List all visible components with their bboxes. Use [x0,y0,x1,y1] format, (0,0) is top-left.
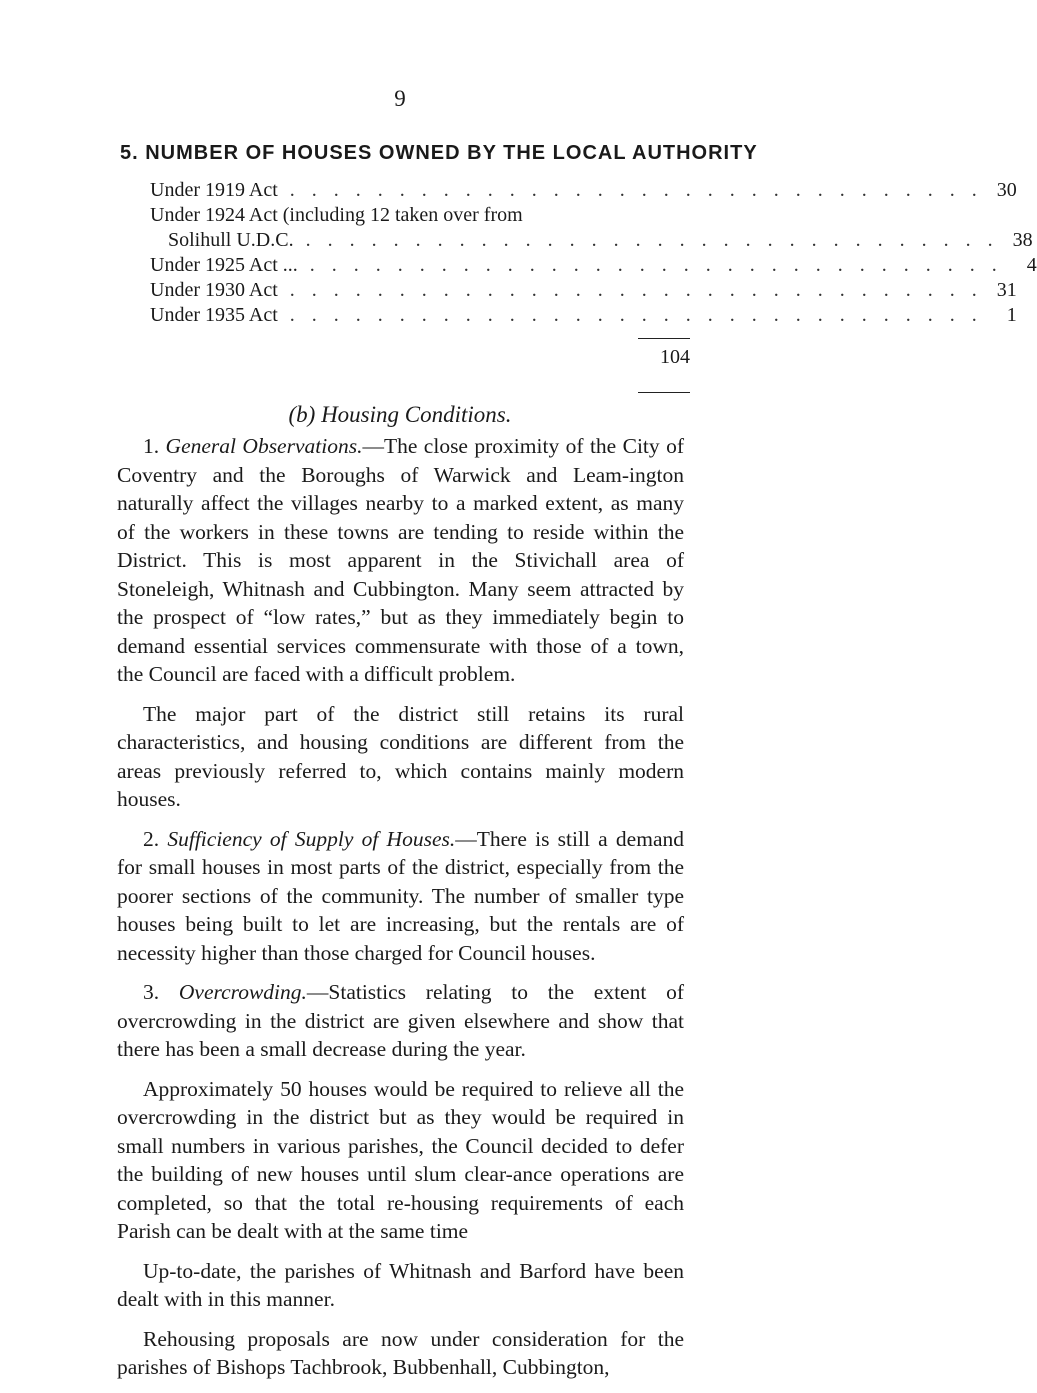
row-value: 1 [1006,304,1017,326]
total-value: 104 [638,338,690,370]
body-text [117,432,684,1393]
row-label: Under 1935 Act [150,304,278,326]
row-label: Under 1925 Act ... [150,254,298,276]
row-label: Under 1919 Act [150,179,278,201]
paragraph [117,978,684,1064]
paragraph: The major part of the district still retains its rural characteristics, and housing conditions are different from the areas previously referred to, which contains mainly modern houses. [117,701,684,811]
table-row: Solihull U.D.C. . . . . . . . . . . . . . . . . . . . . . . . . . . . . . . . . 38 [150,228,690,253]
paragraph-number: 3. [143,980,160,1004]
paragraph: Up-to-date, the parishes of Whitnash and Barford have been dealt with in this manner. [117,1258,684,1311]
row-value: 4 [1026,254,1037,276]
paragraph-title: General Observations. [165,434,363,458]
row-value: 38 [1012,229,1033,251]
row-label-line1: Under 1924 Act (including 12 taken over from [150,204,523,226]
table-row: Under 1930 Act . . . . . . . . . . . . . . . . . . . . . . . . . . . . . . . . 31 [150,279,1017,301]
section-heading: 5. NUMBER OF HOUSES OWNED BY THE LOCAL AUTHORITY [120,142,758,164]
paragraph-title: Sufficiency of Supply of Houses. [167,826,456,851]
paragraph-text: —Statistics relating to the extent of overcrowding in the district are given elsewhere and show that there has been a small decrease during the year. [117,980,684,1061]
paragraph-text: —There is still a demand for small houses in most parts of the district, especially from the poorer sections of the community. The number of smaller type houses being built to let are increasing, but the rentals are of necessity higher than those charged for Council houses. [117,826,684,965]
paragraph-title: Overcrowding. [178,980,307,1004]
paragraph: Approximately 50 houses would be required to relieve all the overcrowding in the district but as they would be required in small numbers in various parishes, the Council decided to defer the building of new houses until slum clear-ance operations are completed, so that the total re-housing requirements of each Parish can be dealt with at the same time [117,1076,684,1243]
table-row: Under 1925 Act ... . . . . . . . . . . . . . . . . . . . . . . . . . . . . . . . . 4 [150,254,1037,276]
row-value: 31 [996,279,1017,301]
paragraph-number: 1. [143,434,160,458]
row-label-line2: Solihull U.D.C. [168,229,294,251]
paragraph [117,432,684,689]
page-number: 9 [394,86,406,111]
subsection-heading: (b) Housing Conditions. [288,402,512,427]
paragraph: Rehousing proposals are now under consideration for the parishes of Bishops Tachbrook, Bubbenhall, Cubbington, [117,1326,684,1379]
table-row: Under 1935 Act . . . . . . . . . . . . . . . . . . . . . . . . . . . . . . . . 1 [150,304,1017,326]
houses-table [150,178,1037,393]
row-value: 30 [996,179,1017,201]
row-label: Under 1930 Act [150,279,278,301]
total-rule [638,392,690,393]
paragraph [117,825,684,968]
paragraph-number: 2. [143,826,160,851]
table-row [150,203,690,228]
table-row: Under 1919 Act . . . . . . . . . . . . . . . . . . . . . . . . . . . . . . . . 30 [150,179,1017,201]
paragraph-text: —The close proximity of the City of Coventry and the Boroughs of Warwick and Leam-ington naturally affect the villages nearby to a marked extent, as many of the workers in these towns are tending to reside within the District. This is most apparent in the Stivichall area of Stoneleigh, Whitnash and Cubbington. Many seem attracted by the prospect of “low rates,” but as they immediately begin to demand essential services commensurate with those of a town, the Council are faced with a difficult problem. [117,434,684,686]
